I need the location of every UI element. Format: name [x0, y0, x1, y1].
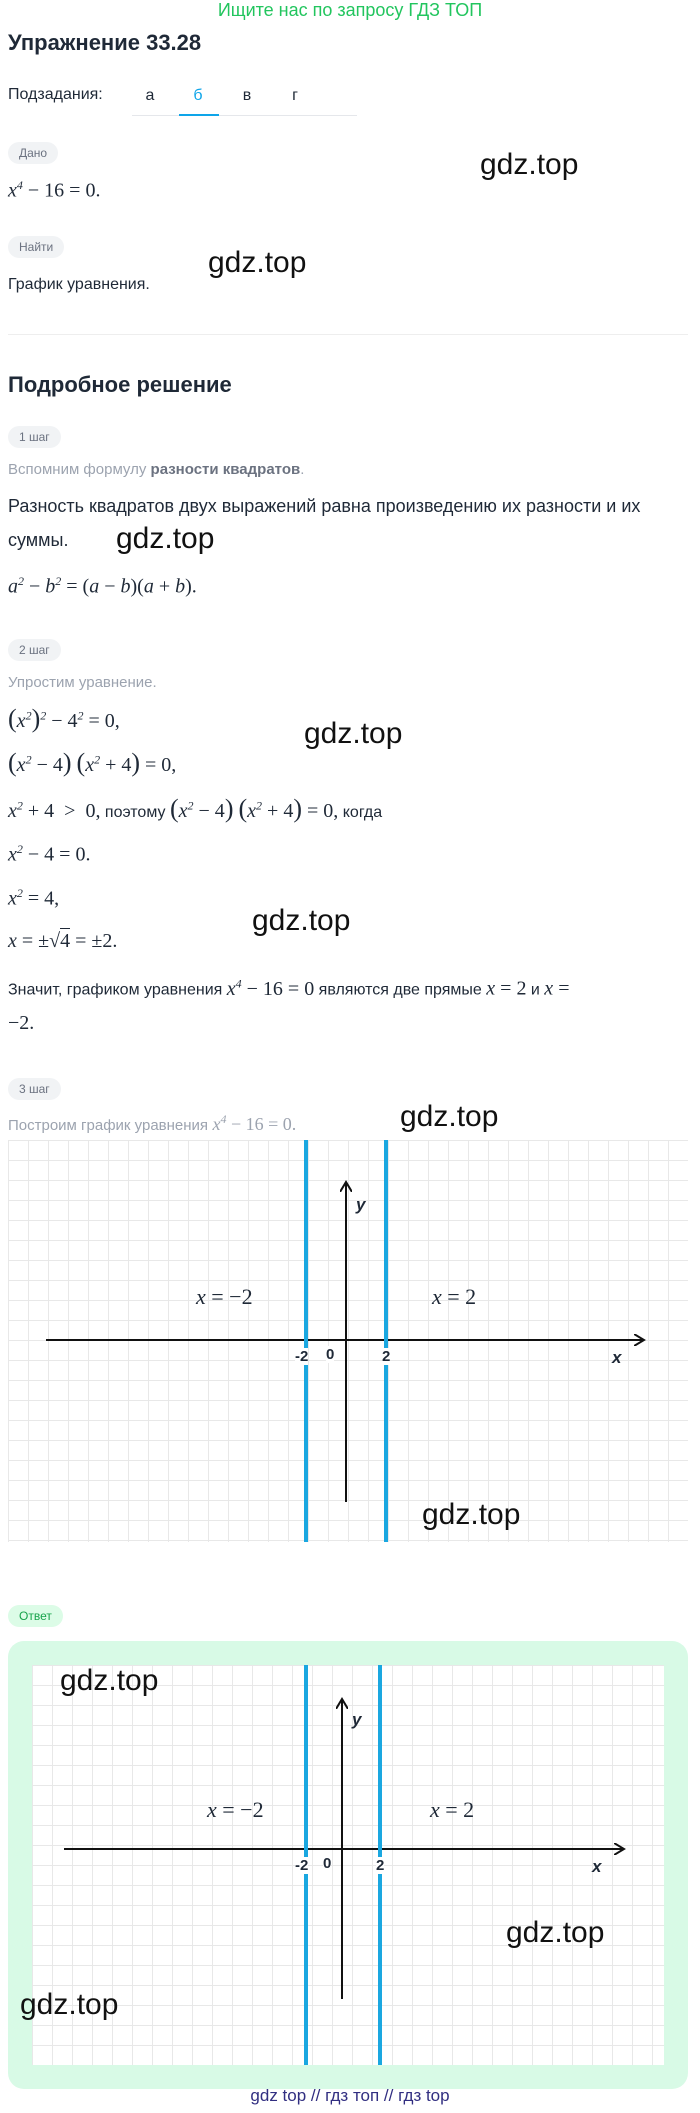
- watermark: gdz.top: [422, 1498, 521, 1531]
- step2-line3: $x^2 + 4 > 0$, поэтому $(x^2 - 4) (x^2 + 4) = 0$, когда: [8, 794, 383, 823]
- origin-label: 0: [323, 1855, 332, 1872]
- graph-answer: [32, 1665, 664, 2065]
- tab-g[interactable]: г: [292, 87, 298, 104]
- watermark: gdz.top: [116, 522, 215, 555]
- find-chip: Найти: [8, 236, 64, 258]
- step3-chip: 3 шаг: [8, 1078, 61, 1100]
- given-chip: Дано: [8, 142, 58, 164]
- step2-line1: $(x^2)^2 - 4^2 = 0$,: [8, 704, 120, 733]
- y-axis-label: y: [352, 1710, 362, 1729]
- find-text: График уравнения.: [8, 276, 150, 293]
- step1-formula: $a^2 - b^2 = (a - b)(a + b)$.: [8, 574, 197, 598]
- watermark: gdz.top: [480, 148, 579, 181]
- top-banner[interactable]: Ищите нас по запросу ГДЗ ТОП: [217, 0, 483, 20]
- line-left-label: x = −2: [196, 1284, 253, 1309]
- watermark: gdz.top: [208, 246, 307, 279]
- page-title: Упражнение 33.28: [8, 30, 202, 55]
- watermark: gdz.top: [252, 904, 351, 937]
- x-axis-label: x: [612, 1348, 622, 1367]
- tick-label-pos-2: 2: [382, 1348, 391, 1365]
- origin-label: 0: [326, 1346, 335, 1363]
- step2-line4: $x^2 - 4 = 0$.: [8, 842, 91, 866]
- step1-text-line1: Разность квадратов двух выражений равна произведению их разности и их: [8, 496, 641, 516]
- graph-answer-svg: [32, 1665, 664, 2065]
- tick-label-pos-2: 2: [376, 1857, 385, 1874]
- solution-heading: Подробное решение: [8, 372, 232, 397]
- step2-chip: 2 шаг: [8, 639, 61, 661]
- y-axis-label: y: [356, 1195, 366, 1214]
- step2-line5: $x^2 = 4$,: [8, 886, 60, 910]
- tab-a[interactable]: а: [145, 87, 155, 104]
- section-divider: [8, 334, 688, 335]
- graph-solution-svg: [8, 1140, 688, 1542]
- watermark: gdz.top: [60, 1664, 159, 1697]
- step1-hint: Вспомним формулу разности квадратов.: [8, 461, 305, 478]
- watermark: gdz.top: [20, 1988, 119, 2021]
- subtasks-label: Подзадания:: [8, 86, 103, 103]
- line-right-label: x = 2: [430, 1797, 475, 1822]
- footer-links[interactable]: gdz top // гдз топ // гдз top: [250, 2086, 450, 2105]
- step2-hint: Упростим уравнение.: [8, 674, 157, 691]
- step2-line2: $(x^2 - 4) (x^2 + 4) = 0$,: [8, 748, 177, 777]
- step1-text-line2: суммы.: [8, 530, 69, 550]
- step2-line6: x = ±√4 = ±2.: [8, 930, 118, 952]
- tick-label-neg-2: -2: [295, 1857, 309, 1874]
- tab-v[interactable]: в: [242, 87, 252, 104]
- active-tab-underline: [179, 114, 219, 116]
- x-axis-label: x: [592, 1857, 602, 1876]
- step3-hint: Построим график уравнения $x^4 - 16 = 0$.: [8, 1112, 297, 1134]
- line-right-label: x = 2: [432, 1284, 477, 1309]
- answer-chip: Ответ: [8, 1605, 63, 1627]
- given-equation: $x^4 - 16 = 0$.: [8, 178, 101, 202]
- line-left-label: x = −2: [207, 1797, 264, 1822]
- step1-chip: 1 шаг: [8, 426, 61, 448]
- tick-label-neg-2: -2: [295, 1348, 309, 1365]
- watermark: gdz.top: [400, 1100, 499, 1133]
- watermark: gdz.top: [506, 1916, 605, 1949]
- step2-conclusion-tail: −2.: [8, 1012, 35, 1034]
- graph-solution: [8, 1140, 688, 1542]
- tab-b[interactable]: б: [193, 87, 203, 104]
- watermark: gdz.top: [304, 717, 403, 750]
- step2-conclusion: Значит, графиком уравнения $x^4 - 16 = 0$ являются две прямые x = 2 и x =: [8, 976, 570, 1000]
